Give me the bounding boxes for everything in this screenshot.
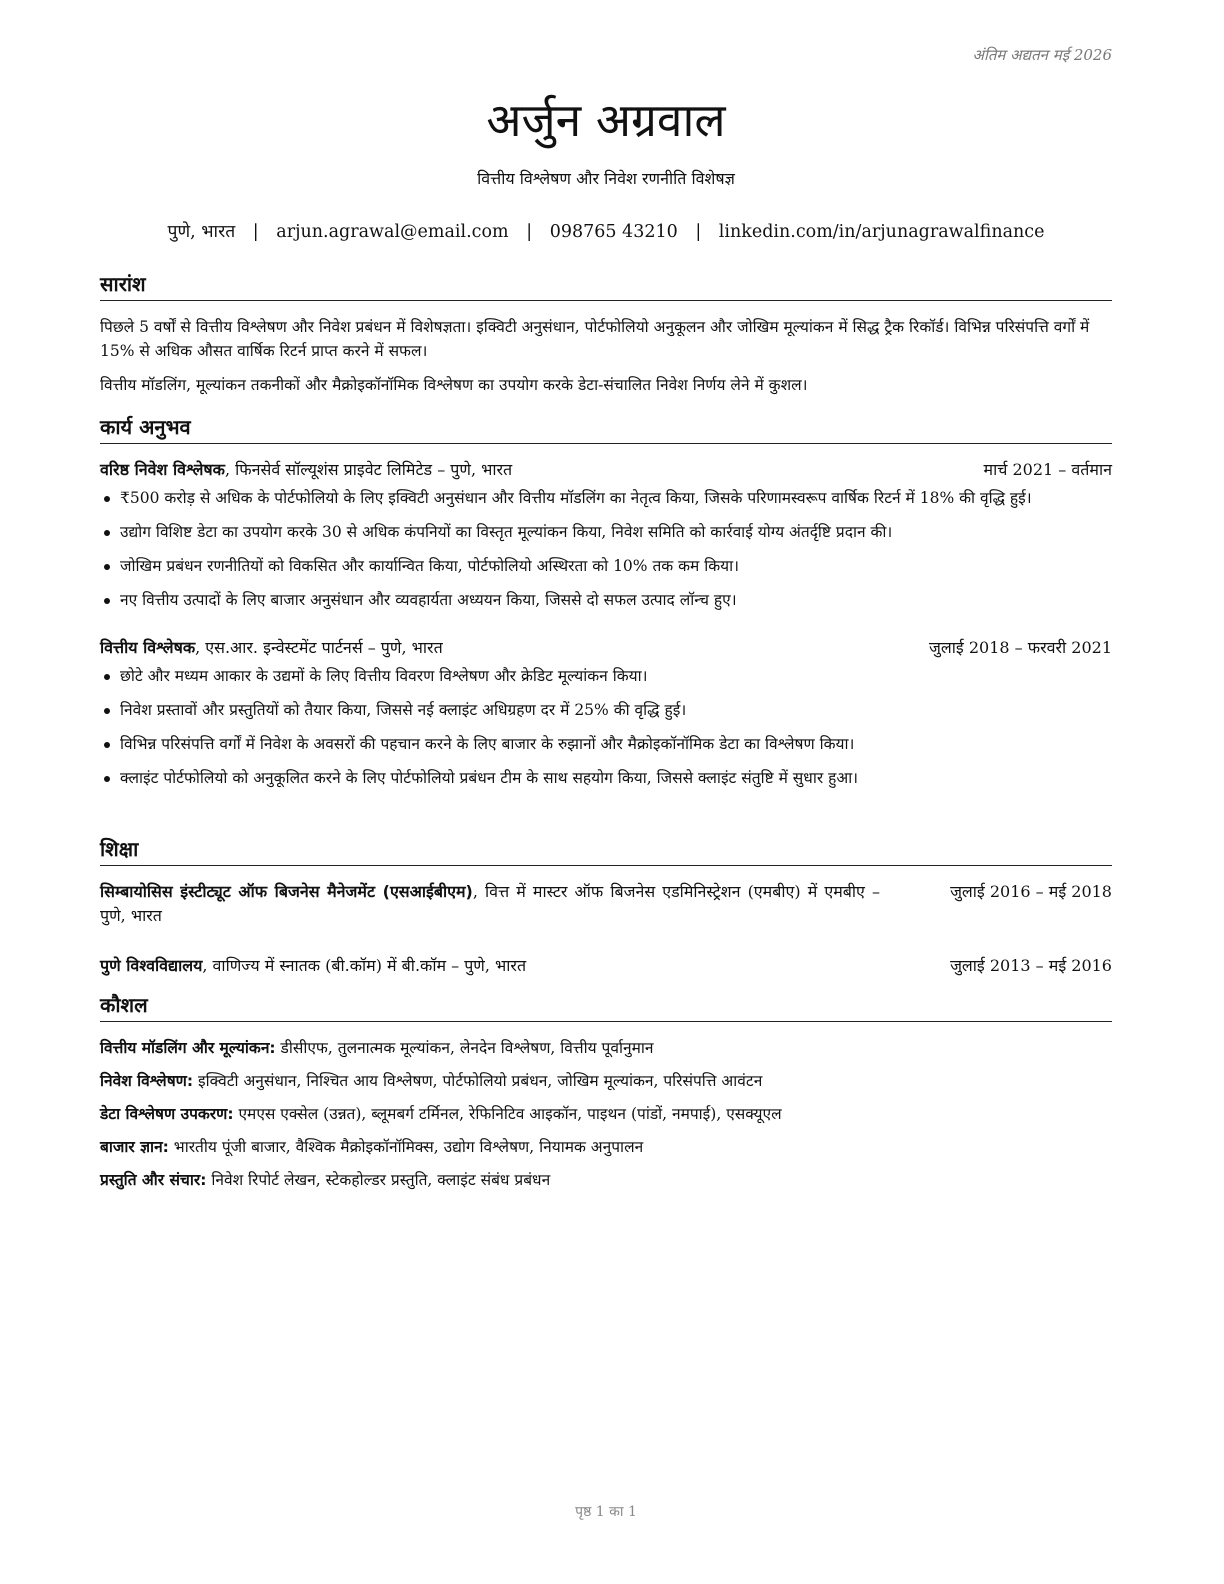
job-dates: जुलाई 2018 – फरवरी 2021 — [929, 638, 1112, 657]
summary-heading: सारांश — [100, 270, 1112, 301]
education-entry — [100, 880, 1112, 928]
job-header — [100, 636, 1112, 660]
education-heading: शिक्षा — [100, 835, 1112, 866]
skill-row — [100, 1069, 1112, 1093]
contact-linkedin[interactable]: linkedin.com/in/arjunagrawalfinance — [718, 222, 1045, 242]
skill-label: वित्तीय मॉडलिंग और मूल्यांकन: — [100, 1039, 276, 1057]
job-company: , फिनसेर्व सॉल्यूशंस प्राइवेट लिमिटेड – पुणे, भारत — [224, 460, 513, 479]
page-number: पृष्ठ 1 का 1 — [575, 1504, 637, 1520]
experience-heading: कार्य अनुभव — [100, 413, 1112, 444]
candidate-name: अर्जुन अग्रवाल — [486, 93, 726, 147]
skills-section — [100, 991, 1112, 1201]
education-entry — [100, 954, 1112, 978]
skill-label: डेटा विश्लेषण उपकरण: — [100, 1105, 234, 1123]
contact-separator: | — [252, 222, 259, 242]
degree-detail: , वाणिज्य में स्नातक (बी.कॉम) में बी.कॉम – पुणे, भारत — [202, 956, 527, 975]
job-bullets — [100, 486, 1112, 612]
skill-row — [100, 1168, 1112, 1192]
job-entry — [100, 636, 1112, 790]
contact-location: पुणे, भारत — [167, 222, 236, 242]
school-name: सिम्बायोसिस इंस्टीट्यूट ऑफ बिजनेस मैनेजमेंट (एसआईबीएम) — [100, 882, 473, 901]
education-section — [100, 835, 1112, 978]
education-dates: जुलाई 2013 – मई 2016 — [950, 956, 1112, 975]
skill-value: एमएस एक्सेल (उन्नत), ब्लूमबर्ग टर्मिनल, रेफिनिटिव आइकॉन, पाइथन (पांडों, नमपाई), एसक्यूएल — [233, 1105, 782, 1123]
skill-value: डीसीएफ, तुलनात्मक मूल्यांकन, लेनदेन विश्लेषण, वित्तीय पूर्वानुमान — [275, 1039, 654, 1057]
job-entry — [100, 458, 1112, 612]
job-dates: मार्च 2021 – वर्तमान — [983, 460, 1112, 479]
skill-value: भारतीय पूंजी बाजार, वैश्विक मैक्रोइकॉनॉमिक्स, उद्योग विश्लेषण, नियामक अनुपालन — [168, 1138, 644, 1156]
skill-row — [100, 1135, 1112, 1159]
skill-label: प्रस्तुति और संचार: — [100, 1171, 207, 1189]
skill-row — [100, 1102, 1112, 1126]
list-item: छोटे और मध्यम आकार के उद्यमों के लिए वित्तीय विवरण विश्लेषण और क्रेडिट मूल्यांकन किया। — [100, 664, 1112, 688]
contact-phone: 098765 43210 — [549, 222, 678, 242]
contact-email[interactable]: arjun.agrawal@email.com — [276, 222, 509, 242]
list-item: विभिन्न परिसंपत्ति वर्गों में निवेश के अवसरों की पहचान करने के लिए बाजार के रुझानों और मैक्रोइकॉनॉमिक डेटा का विश्लेषण किया। — [100, 732, 1112, 756]
summary-paragraph: वित्तीय मॉडलिंग, मूल्यांकन तकनीकों और मैक्रोइकॉनॉमिक विश्लेषण का उपयोग करके डेटा-संचालित निवेश निर्णय लेने में कुशल। — [100, 376, 808, 394]
contact-separator: | — [526, 222, 533, 242]
skills-list — [100, 1036, 1112, 1192]
tagline: वित्तीय विश्लेषण और निवेश रणनीति विशेषज्ञ — [477, 169, 735, 188]
job-bullets — [100, 664, 1112, 790]
list-item: नए वित्तीय उत्पादों के लिए बाजार अनुसंधान और व्यवहार्यता अध्ययन किया, जिससे दो सफल उत्पाद लॉन्च हुए। — [100, 588, 1112, 612]
contact-line — [100, 219, 1112, 243]
list-item: निवेश प्रस्तावों और प्रस्तुतियों को तैयार किया, जिससे नई क्लाइंट अधिग्रहण दर में 25% की वृद्धि हुई। — [100, 698, 1112, 722]
list-item: उद्योग विशिष्ट डेटा का उपयोग करके 30 से अधिक कंपनियों का विस्तृत मूल्यांकन किया, निवेश समिति को कार्रवाई योग्य अंतर्दृष्टि प्रदान की। — [100, 520, 1112, 544]
skill-row — [100, 1036, 1112, 1060]
contact-separator: | — [695, 222, 702, 242]
skill-label: निवेश विश्लेषण: — [100, 1072, 194, 1090]
school-name: पुणे विश्वविद्यालय — [100, 956, 203, 975]
degree-detail: , वित्त में मास्टर ऑफ बिजनेस एडमिनिस्ट्रेशन (एमबीए) में एमबीए – पुणे, भारत — [100, 882, 880, 925]
skill-value: निवेश रिपोर्ट लेखन, स्टेकहोल्डर प्रस्तुति, क्लाइंट संबंध प्रबंधन — [206, 1171, 551, 1189]
job-header — [100, 458, 1112, 482]
job-title: वित्तीय विश्लेषक — [100, 638, 196, 657]
last-updated: अंतिम अद्यतन मई 2026 — [972, 46, 1112, 64]
skills-heading: कौशल — [100, 991, 1112, 1022]
skill-value: इक्विटी अनुसंधान, निश्चित आय विश्लेषण, पोर्टफोलियो प्रबंधन, जोखिम मूल्यांकन, परिसंपत्ति आवंटन — [193, 1072, 763, 1090]
education-dates: जुलाई 2016 – मई 2018 — [950, 882, 1112, 901]
job-company: , एस.आर. इन्वेस्टमेंट पार्टनर्स – पुणे, भारत — [195, 638, 443, 657]
skill-label: बाजार ज्ञान: — [100, 1138, 169, 1156]
experience-section — [100, 413, 1112, 800]
list-item: जोखिम प्रबंधन रणनीतियों को विकसित और कार्यान्वित किया, पोर्टफोलियो अस्थिरता को 10% तक कम किया। — [100, 554, 1112, 578]
list-item: ₹500 करोड़ से अधिक के पोर्टफोलियो के लिए इक्विटी अनुसंधान और वित्तीय मॉडलिंग का नेतृत्व किया, जिसके परिणामस्वरूप वार्षिक रिटर्न में 18% की वृद्धि हुई। — [100, 486, 1112, 510]
list-item: क्लाइंट पोर्टफोलियो को अनुकूलित करने के लिए पोर्टफोलियो प्रबंधन टीम के साथ सहयोग किया, जिससे क्लाइंट संतुष्टि में सुधार हुआ। — [100, 766, 1112, 790]
summary-section — [100, 270, 1112, 397]
job-title: वरिष्ठ निवेश विश्लेषक — [100, 460, 225, 479]
summary-paragraph: पिछले 5 वर्षों से वित्तीय विश्लेषण और निवेश प्रबंधन में विशेषज्ञता। इक्विटी अनुसंधान, पोर्टफोलियो अनुकूलन और जोखिम मूल्यांकन में सिद्ध ट्रैक रिकॉर्ड। विभिन्न परिसंपत्ति वर्गों में 15% से अधिक औसत वार्षिक रिटर्न प्राप्त करने में सफल। — [100, 318, 1090, 360]
